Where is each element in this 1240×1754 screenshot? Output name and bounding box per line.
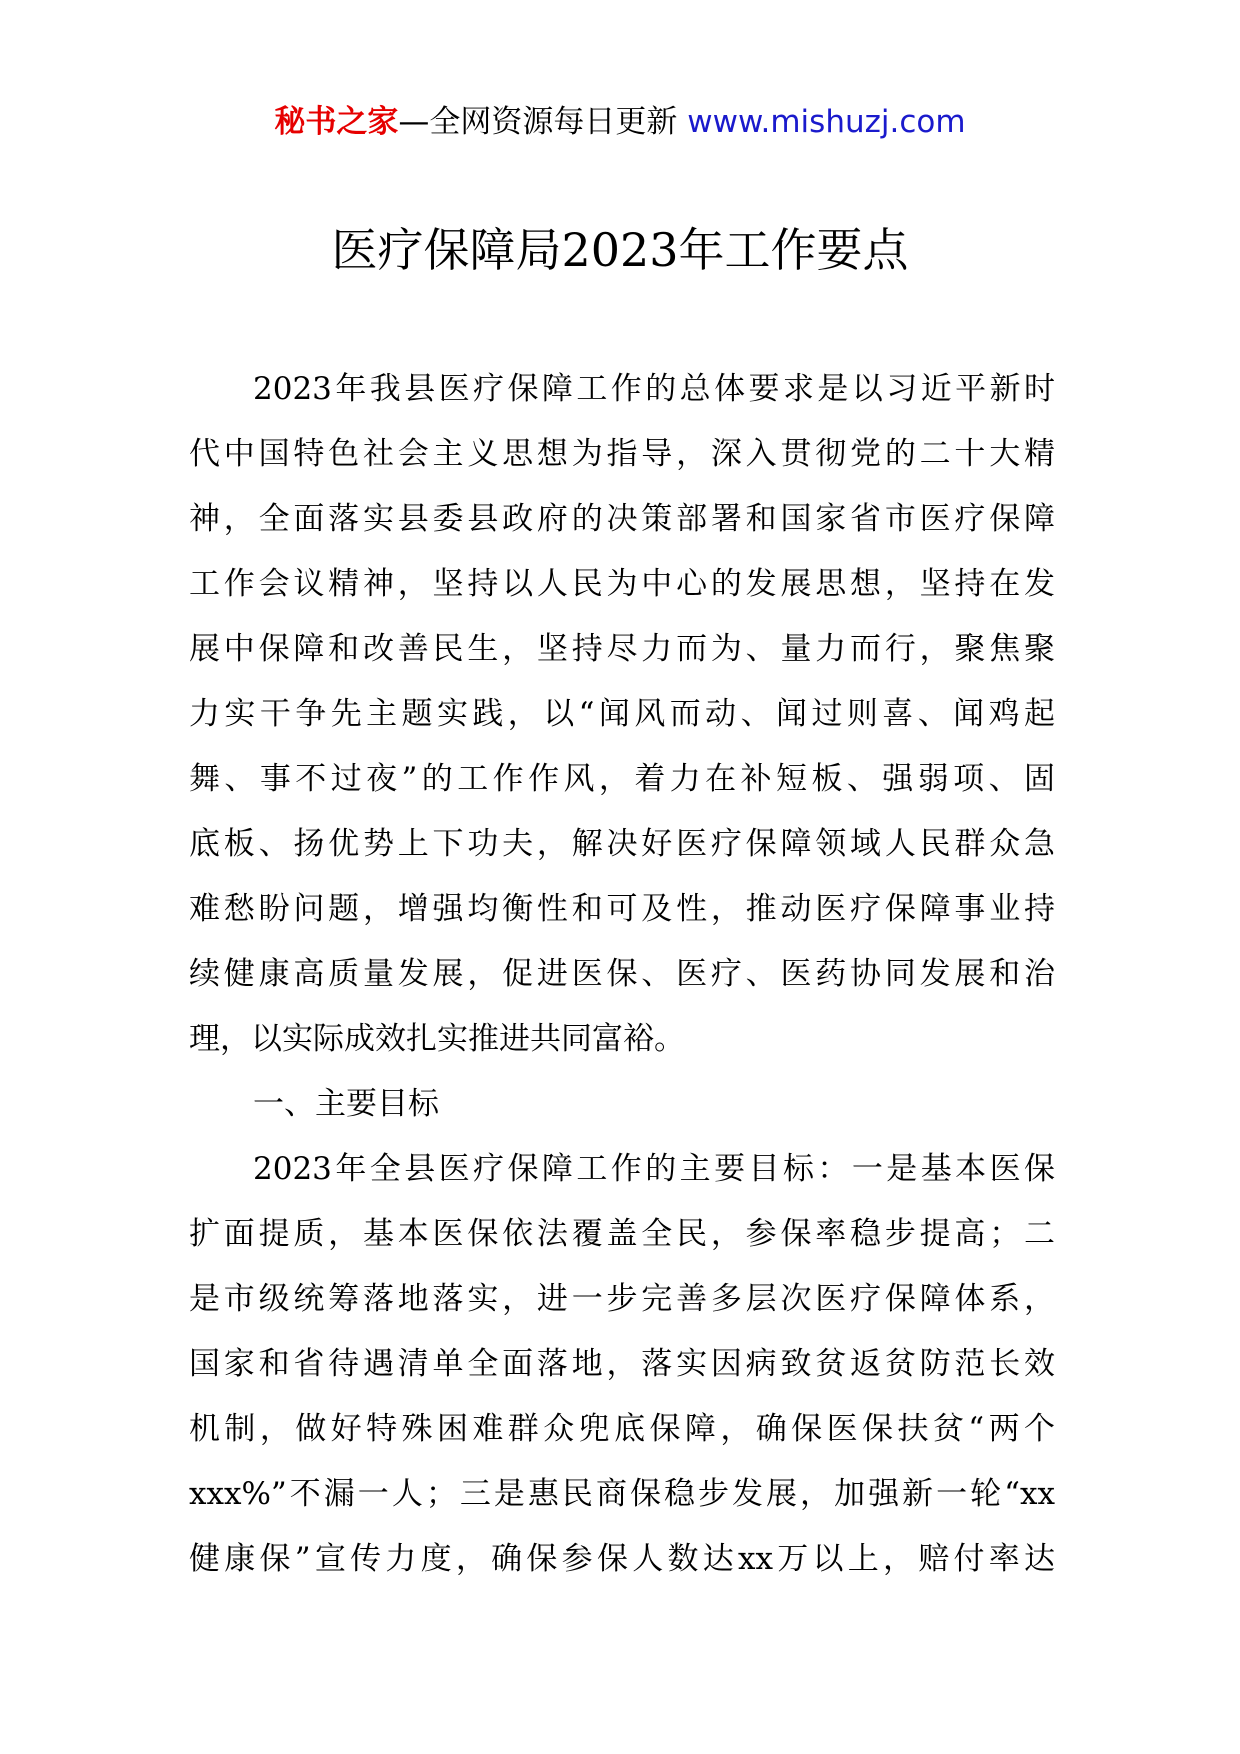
document-title: 医疗保障局2023年工作要点 (331, 223, 909, 277)
paragraph-line: 底板、扬优势上下功夫，解决好医疗保障领域人民群众急 (189, 826, 1055, 862)
paragraph-line: 国家和省待遇清单全面落地，落实因病致贫返贫防范长效 (189, 1346, 1055, 1382)
paragraph-line: 难愁盼问题，增强均衡性和可及性，推动医疗保障事业持 (189, 891, 1055, 927)
paragraph-line: 2023年我县医疗保障工作的总体要求是以习近平新时 (253, 371, 1055, 407)
paragraph-line: 健康保”宣传力度，确保参保人数达xx万以上，赔付率达 (189, 1541, 1055, 1577)
site-slogan: —全网资源每日更新 (398, 104, 688, 140)
site-url-link[interactable]: www.mishuzj.com (687, 104, 966, 140)
paragraph-line: 续健康高质量发展，促进医保、医疗、医药协同发展和治 (189, 956, 1055, 992)
paragraph-line: xxx%”不漏一人；三是惠民商保稳步发展，加强新一轮“xx (189, 1476, 1055, 1512)
paragraph-line: 力实干争先主题实践，以“闻风而动、闻过则喜、闻鸡起 (189, 696, 1055, 732)
paragraph-line: 舞、事不过夜”的工作作风，着力在补短板、强弱项、固 (189, 761, 1055, 797)
paragraph-line: 扩面提质，基本医保依法覆盖全民，参保率稳步提高；二 (189, 1216, 1055, 1252)
paragraph-line: 是市级统筹落地落实，进一步完善多层次医疗保障体系， (189, 1281, 1055, 1317)
paragraph-line: 工作会议精神，坚持以人民为中心的发展思想，坚持在发 (189, 566, 1055, 602)
paragraph-line: 理，以实际成效扎实推进共同富裕。 (189, 1021, 685, 1057)
paragraph-line: 展中保障和改善民生，坚持尽力而为、量力而行，聚焦聚 (189, 631, 1055, 667)
site-brand-name: 秘书之家 (274, 104, 399, 140)
site-header-banner (0, 100, 1240, 144)
paragraph-line: 神，全面落实县委县政府的决策部署和国家省市医疗保障 (189, 501, 1055, 537)
paragraph-line: 机制，做好特殊困难群众兜底保障，确保医保扶贫“两个 (189, 1411, 1055, 1447)
paragraph-line: 代中国特色社会主义思想为指导，深入贯彻党的二十大精 (189, 436, 1055, 472)
document-body (189, 357, 1055, 1592)
section-heading: 一、主要目标 (253, 1086, 439, 1122)
paragraph-line: 2023年全县医疗保障工作的主要目标：一是基本医保 (253, 1151, 1055, 1187)
